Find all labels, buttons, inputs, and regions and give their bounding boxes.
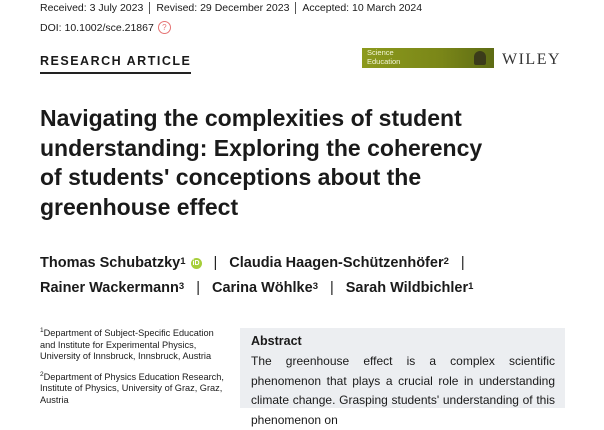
author-separator: | <box>460 255 465 271</box>
author-name[interactable]: Carina Wöhlke <box>211 280 313 296</box>
author-separator: | <box>329 280 334 296</box>
author-affiliation-mark: 1 <box>468 281 474 292</box>
article-title: Navigating the complexities of student understanding: Exploring the coherency of students' conceptions about the greenhouse effect <box>40 105 483 220</box>
author-name[interactable]: Sarah Wildbichler <box>345 280 469 296</box>
author-affiliation-mark: 3 <box>178 281 185 292</box>
author-name[interactable]: Thomas Schubatzky <box>40 255 181 271</box>
author-affiliation-mark: 1 <box>180 256 186 267</box>
accepted-date: Accepted: 10 March 2024 <box>302 2 423 14</box>
abstract-box <box>240 328 565 427</box>
orcid-icon[interactable]: iD <box>192 260 200 267</box>
doi <box>40 21 171 34</box>
tree-icon <box>474 51 486 65</box>
article-type: RESEARCH ARTICLE <box>40 54 191 74</box>
crossmark-icon[interactable]: ? <box>158 21 171 34</box>
author-line-2 <box>40 276 580 301</box>
revised-date: Revised: 29 December 2023 <box>150 2 296 14</box>
author-affiliation-mark: 3 <box>312 281 318 292</box>
journal-name-line2: Education <box>367 56 401 66</box>
abstract-heading: Abstract <box>251 334 302 348</box>
affiliation-item: $^1$Department of Subject-Specific Education and Institute for Experimental Physics, University of Innsbruck, Innsbruck, Austria <box>40 327 214 362</box>
publisher-logo[interactable]: WILEY <box>502 51 562 68</box>
author-name[interactable]: Claudia Haagen-Schützenhöfer <box>229 255 444 271</box>
author-list <box>40 251 580 301</box>
author-separator: | <box>213 255 218 271</box>
author-name[interactable]: Rainer Wackermann <box>40 280 179 296</box>
received-date: Received: 3 July 2023 <box>40 2 150 14</box>
author-line-1 <box>40 251 580 276</box>
history-dates <box>40 2 428 14</box>
affiliation-item: $^2$Department of Physics Education Research, Institute of Physics, University of Graz, Graz, Austria <box>40 370 224 405</box>
author-affiliation-mark: 2 <box>443 256 449 267</box>
journal-name-line1: Science <box>367 48 394 57</box>
abstract-text: The greenhouse effect is a complex scientific phenomenon that plays a crucial role in understanding climate change. Grasping students' understanding of this phenomenon on <box>251 354 555 427</box>
author-separator: | <box>196 280 200 296</box>
affiliations <box>40 325 225 412</box>
doi-link[interactable]: DOI: 10.1002/sce.21867 <box>40 21 154 34</box>
journal-logo[interactable] <box>362 48 494 68</box>
